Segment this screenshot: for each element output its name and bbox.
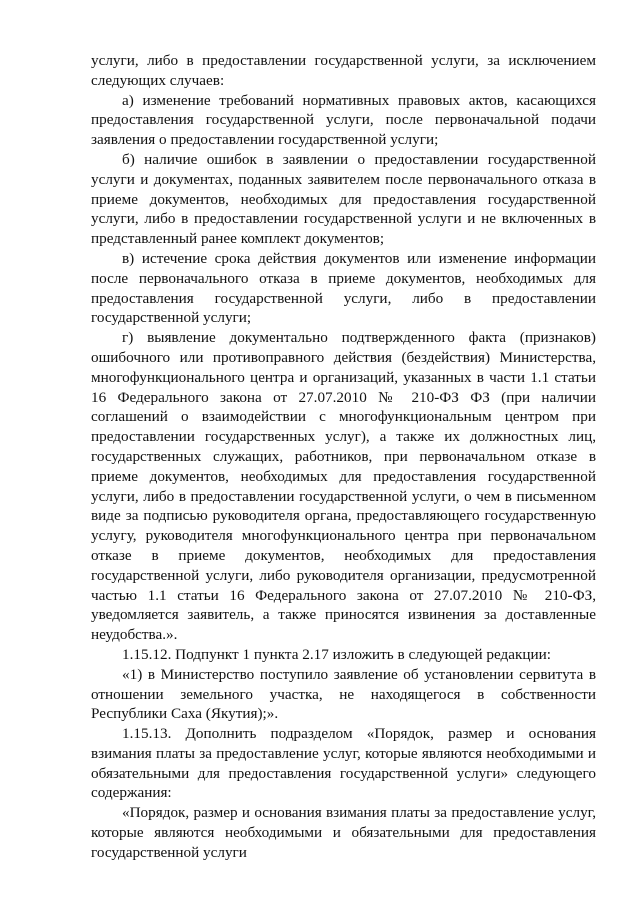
paragraph-item-v: в) истечение срока действия документов или изменение информации после первоначального отказа в приеме документов, необходимых для предоставления государственной услуги, либо в предоставлении государственной услуги; [91, 249, 596, 327]
paragraph-quote-1: «1) в Министерство поступило заявление об установлении сервитута в отношении земельного участка, не находящегося в собственности Республики Саха (Якутия);». [91, 665, 596, 723]
paragraph-item-g: г) выявление документально подтвержденного факта (признаков) ошибочного или противоправного действия (бездействия) Министерства, многофункционального центра и организаций, указанных в части 1.1 статьи 16 Федерального закона от 27.07.2010 № 210-ФЗ ФЗ (при наличии соглашений о взаимодействии с многофункциональным центром при предоставлении государственных услуг), а также их должностных лиц, государственных служащих, работников, при первоначальном отказе в приеме документов, необходимых для предоставления государственной услуги, либо в предоставлении государственной услуги, о чем в письменном виде за подписью руководителя органа, предоставляющего государственную услугу, руководителя многофункционального центра при первоначальном отказе в приеме документов, необходимых для предоставления государственной услуги, либо руководителя организации, предусмотренной частью 1.1 статьи 16 Федерального закона от 27.07.2010 № 210-ФЗ, уведомляется заявитель, а также приносятся извинения за доставленные неудобства.». [91, 329, 596, 644]
paragraph-1-15-12: 1.15.12. Подпункт 1 пункта 2.17 изложить в следующей редакции: [122, 645, 551, 663]
document-body [91, 51, 596, 863]
paragraph-continuation: услуги, либо в предоставлении государственной услуги, за исключением следующих случаев: [91, 52, 596, 89]
paragraph-item-a: а) изменение требований нормативных правовых актов, касающихся предоставления государственной услуги, после первоначальной подачи заявления о предоставлении государственной услуги; [91, 91, 596, 149]
paragraph-1-15-13: 1.15.13. Дополнить подразделом «Порядок, размер и основания взимания платы за предоставление услуг, которые являются необходимыми и обязательными для предоставления государственной услуги» следующего содержания: [91, 725, 596, 802]
paragraph-item-b: б) наличие ошибок в заявлении о предоставлении государственной услуги и документах, поданных заявителем после первоначального отказа в приеме документов, необходимых для предоставления государственной услуги, либо в предоставлении государственной услуги и не включенных в представленный ранее комплект документов; [91, 150, 596, 248]
paragraph-quote-section: «Порядок, размер и основания взимания платы за предоставление услуг, которые являются необходимыми и обязательными для предоставления государственной услуги [91, 804, 596, 861]
